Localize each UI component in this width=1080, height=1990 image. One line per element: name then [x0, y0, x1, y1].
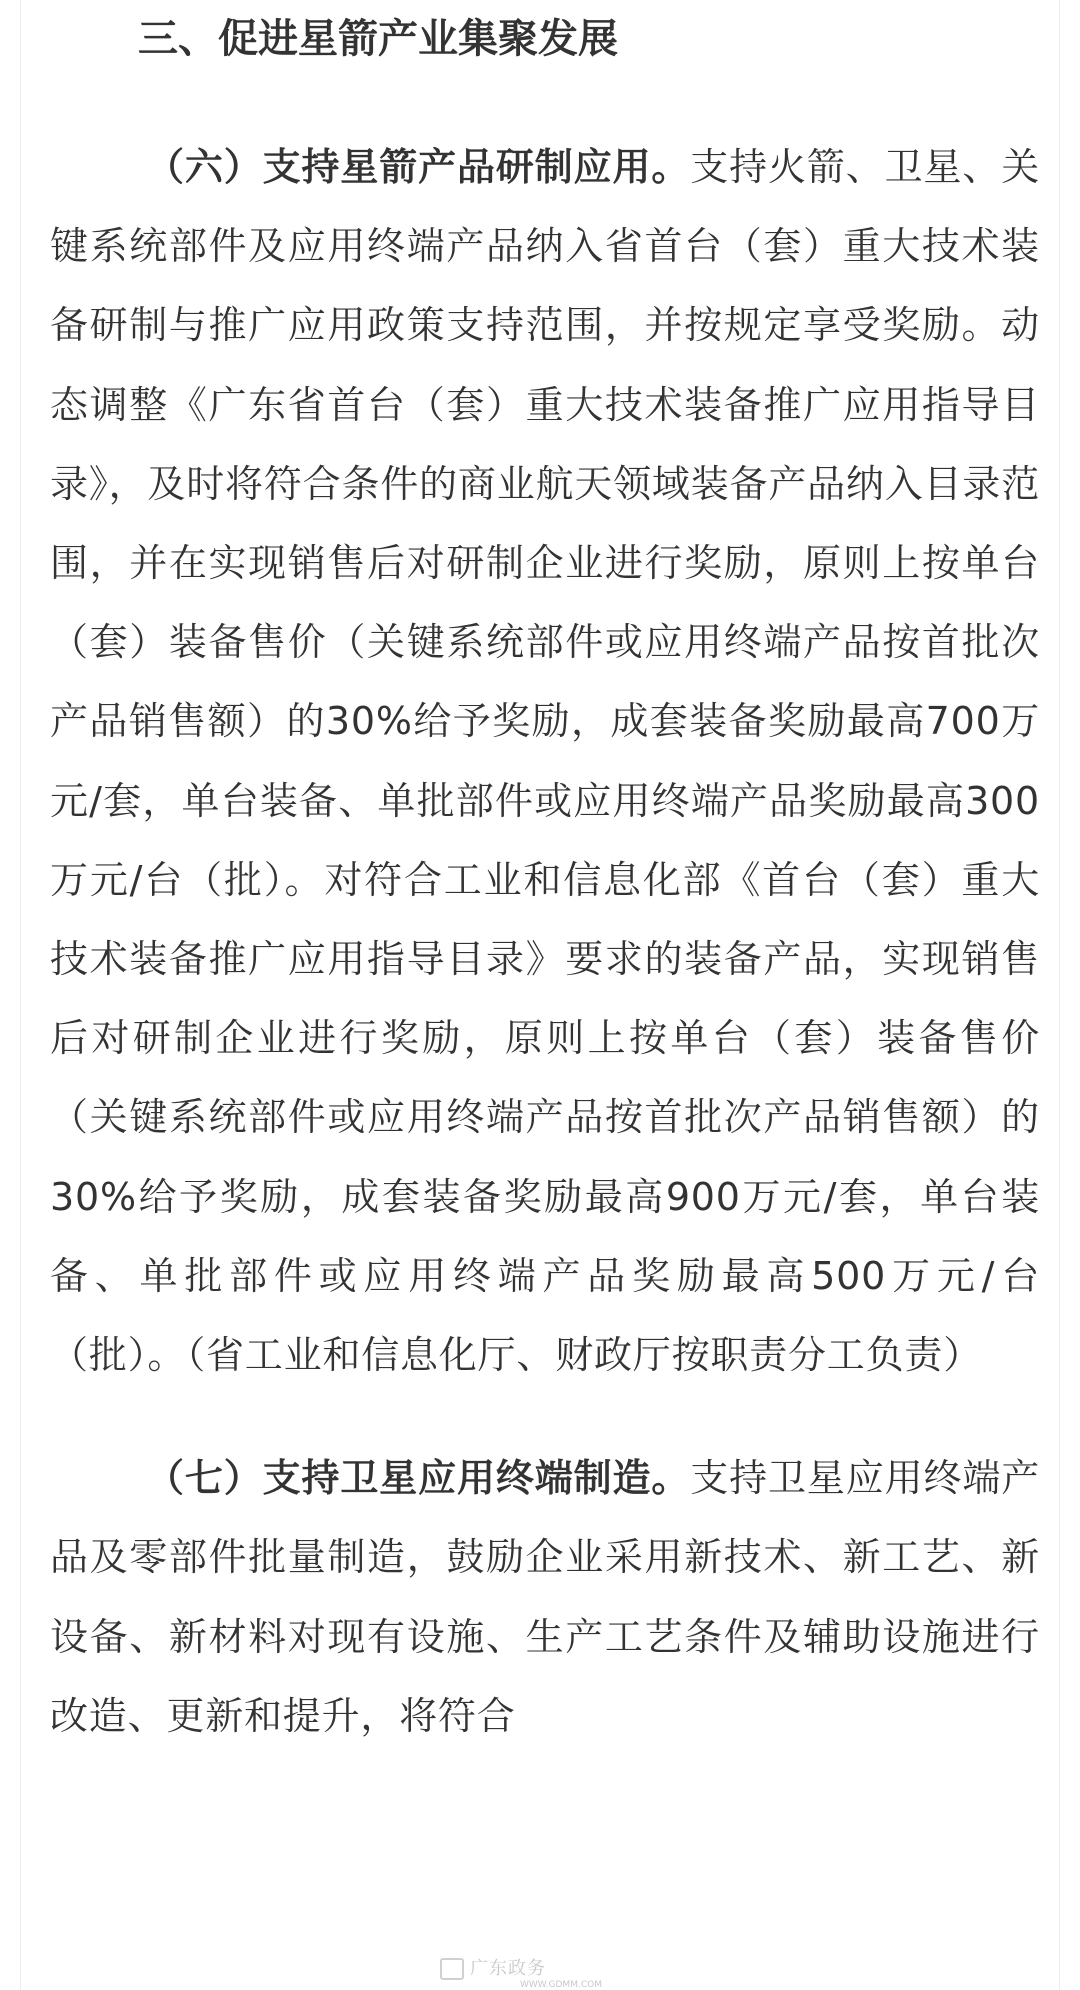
watermark-url: WWW.GDMM.COM	[520, 1980, 602, 1990]
section-heading: 三、促进星箭产业集聚发展	[138, 16, 618, 62]
paragraph-6-body: 支持火箭、卫星、关键系统部件及应用终端产品纳入省首台（套）重大技术装备研制与推广应用政策支持范围，并按规定享受奖励。动态调整《广东省首台（套）重大技术装备推广应用指导目录》，及时将符合条件的商业航天领域装备产品纳入目录范围，并在实现销售后对研制企业进行奖励，原则上按单台（套）装备售价（关键系统部件或应用终端产品按首批次产品销售额）的30%给予奖励，成套装备奖励最高700万元/套，单台装备、单批部件或应用终端产品奖励最高300万元/台（批）。对符合工业和信息化部《首台（套）重大技术装备推广应用指导目录》要求的装备产品，实现销售后对研制企业进行奖励，原则上按单台（套）装备售价（关键系统部件或应用终端产品按首批次产品销售额）的30%给予奖励，成套装备奖励最高900万元/套，单台装备、单批部件或应用终端产品奖励最高500万元/台（批）。（省工业和信息化厅、财政厅按职责分工负责）	[50, 145, 1040, 1378]
paragraph-6	[50, 128, 1040, 1395]
paragraph-7-body: 支持卫星应用终端产品及零部件批量制造，鼓励企业采用新技术、新工艺、新设备、新材料对现有设施、生产工艺条件及辅助设施进行改造、更新和提升，将符合	[50, 1456, 1040, 1738]
article-content	[50, 0, 1040, 1756]
watermark-logo-icon	[440, 1958, 464, 1980]
paragraph-7-lead: （七）支持卫星应用终端制造。	[146, 1456, 691, 1501]
watermark-text: 广东政务	[470, 1958, 546, 1979]
paragraph-6-lead: （六）支持星箭产品研制应用。	[146, 145, 691, 189]
watermark	[440, 1958, 602, 1990]
paragraph-7	[50, 1439, 1040, 1756]
